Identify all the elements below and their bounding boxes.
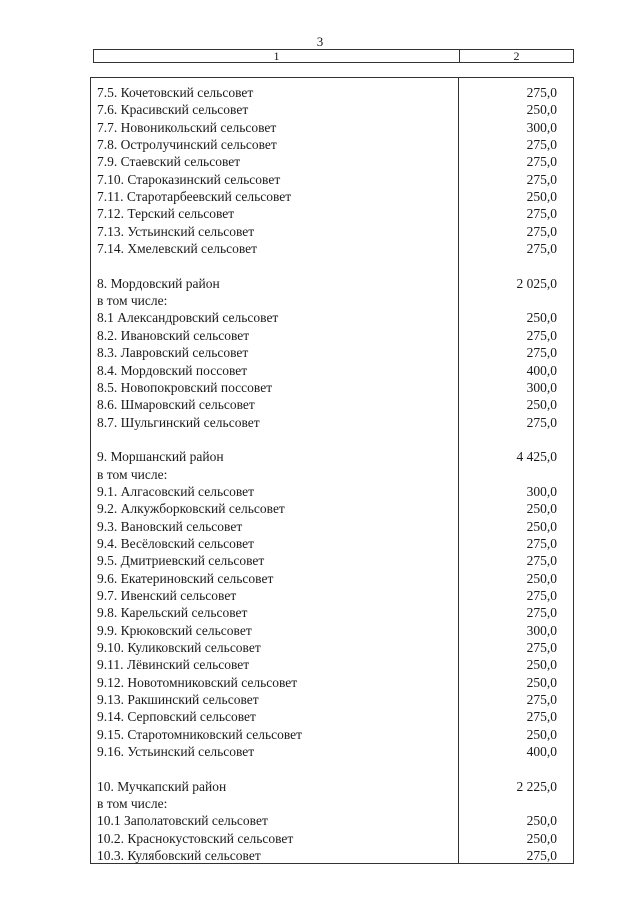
table-row [91,309,573,326]
table-row [91,743,573,760]
table-row [91,136,573,153]
row-name: 10.1 Заполатовский сельсовет [97,813,268,829]
row-name: 9.14. Серповский сельсовет [97,709,256,725]
page-number: 3 [316,34,324,49]
table-row [91,639,573,656]
row-name: 9.8. Карельский сельсовет [97,605,248,621]
row-value: 400,0 [526,744,557,760]
table-row [91,778,573,795]
row-value: 275,0 [526,848,557,864]
row-name [91,760,458,777]
row-value: 250,0 [526,310,557,326]
row-name: 9. Моршанский район [97,449,224,465]
table-row [91,362,573,379]
row-name: 9.7. Ивенский сельсовет [97,587,237,603]
table-row [91,587,573,604]
table-row [91,84,573,101]
table-row [91,622,573,639]
row-value [458,466,573,483]
row-name: 10. Мучкапский район [97,778,227,794]
table-row [91,535,573,552]
row-value: 250,0 [526,189,557,205]
row-value: 275,0 [526,327,557,343]
row-name [91,431,458,448]
row-name: 8. Мордовский район [97,275,220,291]
table-row [91,257,573,274]
table-row [91,518,573,535]
table-row [91,847,573,864]
table-row [91,674,573,691]
row-name: 9.12. Новотомниковский сельсовет [97,674,298,690]
table-row [91,327,573,344]
row-value [458,431,573,448]
row-name: 9.5. Дмитриевский сельсовет [97,553,265,569]
row-name: 9.10. Куликовский сельсовет [97,640,261,655]
row-value: 250,0 [526,830,557,846]
table-row [91,760,573,777]
row-value: 275,0 [526,137,557,153]
row-name: в том числе: [97,796,168,812]
row-value: 2 225,0 [516,778,557,794]
row-value: 275,0 [526,171,557,187]
row-value: 300,0 [526,622,557,638]
row-name: в том числе: [97,466,168,482]
header-col-1: 1 [94,50,460,62]
row-name: 9.3. Вановский сельсовет [97,518,243,534]
row-name: 9.9. Крюковский сельсовет [97,622,252,638]
row-value: 275,0 [526,535,557,551]
row-value [458,257,573,274]
row-value: 400,0 [526,362,557,378]
row-name: 8.4. Мордовский поссовет [97,362,248,378]
table-row [91,570,573,587]
row-value: 275,0 [526,154,557,170]
row-name: 9.11. Лёвинский сельсовет [97,657,250,673]
row-value: 250,0 [526,570,557,586]
row-name: 7.6. Красивский сельсовет [97,102,249,118]
table-row [91,656,573,673]
table-row [91,205,573,222]
row-value: 250,0 [526,102,557,118]
table-row [91,691,573,708]
row-value: 250,0 [526,674,557,690]
row-name: 7.11. Старотарбеевский сельсовет [97,189,292,205]
row-value: 250,0 [526,518,557,534]
row-value: 300,0 [526,119,557,135]
row-name: 8.1 Александровский сельсовет [97,310,279,326]
row-name: 10.3. Кулябовский сельсовет [97,848,261,864]
table-row [91,396,573,413]
row-name: 9.15. Старотомниковский сельсовет [97,726,303,742]
table-row [91,830,573,847]
row-name: 7.14. Хмелевский сельсовет [97,241,258,257]
row-name: 8.2. Ивановский сельсовет [97,327,250,343]
header-col-2: 2 [513,49,520,63]
row-value: 250,0 [526,813,557,829]
row-name: 9.2. Алкужборковский сельсовет [97,501,285,517]
table-body [91,84,573,864]
row-name: 7.12. Терский сельсовет [97,206,235,222]
table-row [91,101,573,118]
row-value: 275,0 [526,241,557,257]
row-value: 275,0 [526,553,557,569]
table-row [91,240,573,257]
table-row [91,188,573,205]
table-row [91,466,573,483]
row-name: 9.4. Весёловский сельсовет [97,535,255,551]
row-value: 250,0 [526,657,557,673]
row-value: 275,0 [526,587,557,603]
row-value: 275,0 [526,223,557,239]
table-row [91,726,573,743]
row-name: 7.13. Устьинский сельсовет [97,223,255,239]
table-row [91,119,573,136]
row-name: 7.8. Остролучинский сельсовет [97,137,277,153]
table-row [91,275,573,292]
table-row [91,379,573,396]
row-value: 275,0 [526,345,557,361]
data-table [90,77,574,864]
row-name: 9.1. Алгасовский сельсовет [97,483,255,499]
row-value [458,795,573,812]
row-value: 250,0 [526,726,557,742]
row-name: 9.6. Екатериновский сельсовет [97,570,274,586]
row-name: в том числе: [97,293,168,309]
table-row [91,292,573,309]
row-value: 250,0 [526,397,557,413]
table-row [91,483,573,500]
row-value: 275,0 [526,85,557,100]
table-row [91,448,573,465]
table-row [91,431,573,448]
row-value: 300,0 [526,379,557,395]
row-name: 8.3. Лавровский сельсовет [97,345,249,361]
row-value: 275,0 [526,414,557,430]
row-value [458,760,573,777]
table-row [91,795,573,812]
table-row [91,344,573,361]
row-name: 8.7. Шульгинский сельсовет [97,414,260,430]
row-name: 9.16. Устьинский сельсовет [97,744,255,760]
table-row [91,171,573,188]
table-row [91,153,573,170]
row-value: 275,0 [526,206,557,222]
row-name: 9.13. Ракшинский сельсовет [97,692,259,708]
table-row [91,604,573,621]
row-value: 300,0 [526,483,557,499]
table-row [91,812,573,829]
row-name: 8.6. Шмаровский сельсовет [97,397,255,413]
row-value: 2 025,0 [516,275,557,291]
row-name [91,257,458,274]
row-value: 275,0 [526,605,557,621]
table-row [91,414,573,431]
row-value: 250,0 [526,501,557,517]
row-name: 7.10. Староказинский сельсовет [97,171,281,187]
row-name: 7.5. Кочетовский сельсовет [97,85,254,100]
row-name: 10.2. Краснокустовский сельсовет [97,830,294,846]
row-value: 275,0 [526,692,557,708]
row-name: 8.5. Новопокровский поссовет [97,379,273,395]
table-row [91,708,573,725]
row-value: 275,0 [526,709,557,725]
table-header [93,49,574,63]
row-value [458,292,573,309]
row-name: 7.9. Стаевский сельсовет [97,154,241,170]
row-value: 4 425,0 [516,449,557,465]
table-row [91,223,573,240]
table-row [91,552,573,569]
row-value: 275,0 [526,640,557,655]
row-name: 7.7. Новоникольский сельсовет [97,119,277,135]
table-row [91,500,573,517]
